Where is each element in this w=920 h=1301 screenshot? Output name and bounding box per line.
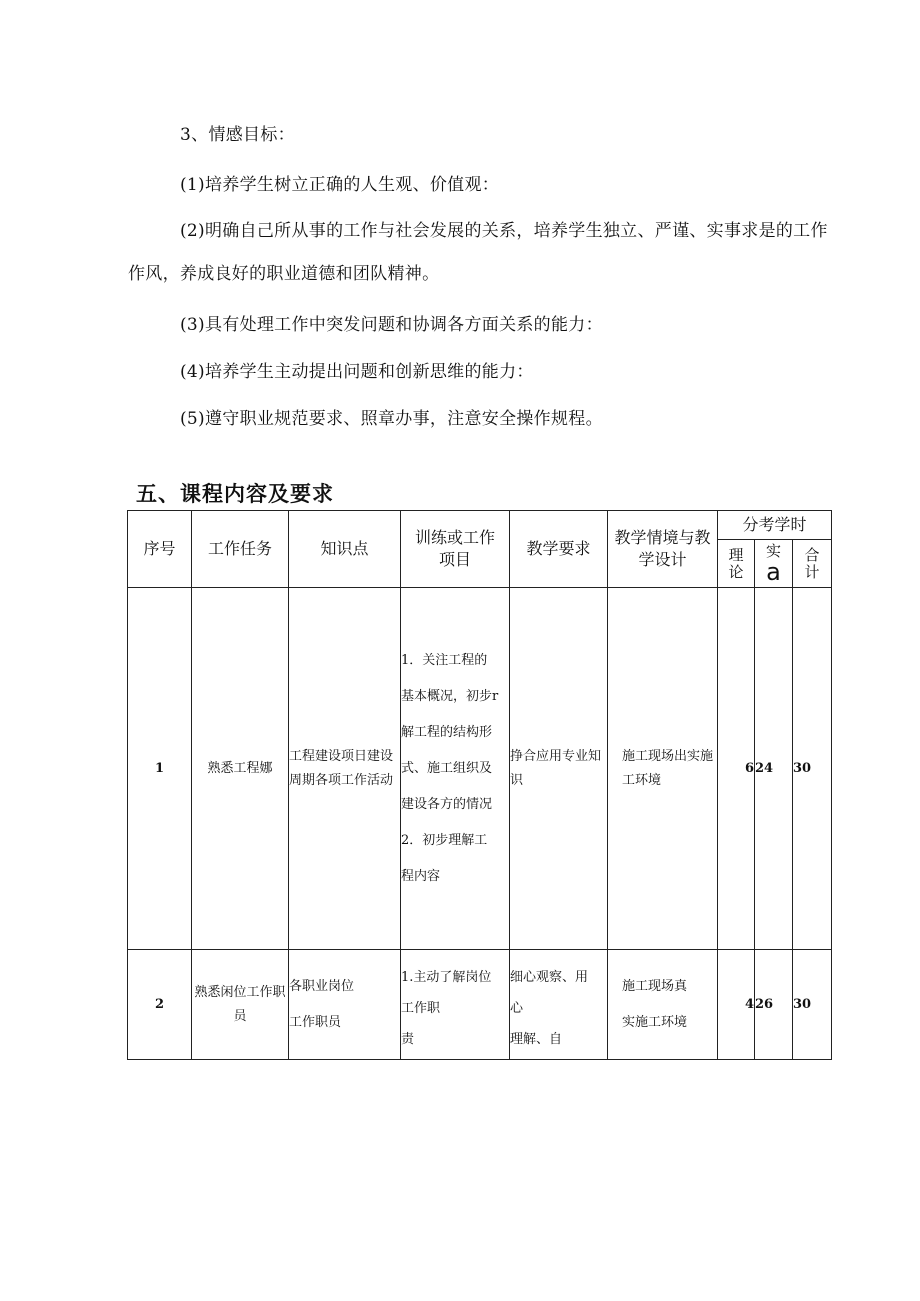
row-2-requirement (510, 950, 608, 1060)
row-1-theory: 6 (718, 588, 755, 950)
row-1-design: 施工现场出实施工环境 (608, 588, 718, 950)
course-content-table (127, 510, 832, 1060)
row-1-training (401, 588, 510, 950)
objective-item-1: (1)培养学生树立正确的人生观、价值观： (180, 175, 500, 195)
section-title: 五、课程内容及要求 (136, 482, 334, 506)
row-2-training (401, 950, 510, 1060)
row-2-training-line: 责 (401, 1032, 415, 1047)
header-practice (755, 540, 793, 588)
header-total: 合计 (793, 540, 832, 588)
header-practice-line1: 实 (765, 542, 781, 560)
row-1-knowledge: 工程建设项日建设周期各项工作活动 (289, 588, 401, 950)
row-2-task: 熟悉闲位工作职员 (192, 950, 289, 1060)
header-row (128, 511, 832, 540)
row-1-training-line: 程内容 (401, 868, 441, 884)
row-1-training-line: 式、施工组织及 (401, 760, 493, 776)
objective-item-3: (3)具有处理工作中突发问题和协调各方面关系的能力： (180, 315, 603, 335)
header-practice-line2: a (766, 558, 781, 586)
objective-item-5: (5)遵守职业规范要求、照章办事，注意安全操作规程。 (180, 409, 603, 429)
row-1-training-line: 1．关注工程的 (401, 652, 488, 668)
header-training: 训练或工作项目 (401, 511, 510, 588)
table-row (128, 950, 832, 1060)
row-2-design (608, 950, 718, 1060)
row-2-total: 30 (793, 950, 832, 1060)
row-1-training-line: 基本概况，初步r (401, 688, 499, 704)
row-1-training-line: 建设各方的情况 (401, 796, 493, 812)
header-theory: 理论 (718, 540, 755, 588)
objective-item-4: (4)培养学生主动提出问题和创新思维的能力： (180, 362, 534, 382)
row-2-training-line: 工作职 (401, 1001, 441, 1016)
header-task: 工作任务 (192, 511, 289, 588)
row-2-practice: 26 (755, 950, 793, 1060)
row-2-knowledge-line: 各职业岗位 (289, 978, 355, 994)
row-2-design-line: 施工现场真 (622, 978, 688, 994)
row-1-requirement: 挣合应用专业知识 (510, 588, 608, 950)
row-2-design-line: 实施工环境 (622, 1014, 688, 1030)
row-1-total: 30 (793, 588, 832, 950)
row-2-training-line: 1.主动了解岗位 (401, 970, 492, 985)
row-1-training-line: 解工程的结构形 (401, 724, 493, 740)
header-hours: 分考学时 (718, 511, 832, 540)
row-2-theory: 4 (718, 950, 755, 1060)
row-1-index: 1 (128, 588, 192, 950)
row-2-knowledge (289, 950, 401, 1060)
table-row (128, 588, 832, 950)
objectives-heading: 3、情感目标： (180, 125, 295, 145)
row-2-requirement-line: 细心观察、用 (510, 970, 589, 985)
row-1-practice: 24 (755, 588, 793, 950)
header-design: 教学情境与教学设计 (608, 511, 718, 588)
row-2-requirement-line: 理解、自 (510, 1032, 563, 1047)
row-1-task: 熟悉工程娜 (192, 588, 289, 950)
row-2-knowledge-line: 工作职员 (289, 1014, 342, 1030)
row-2-index: 2 (128, 950, 192, 1060)
row-1-training-line: 2．初步理解工 (401, 832, 488, 848)
header-requirement: 教学要求 (510, 511, 608, 588)
row-2-requirement-line: 心 (510, 1001, 524, 1016)
objective-item-2: (2)明确自己所从事的工作与社会发展的关系，培养学生独立、严谨、实事求是的工作作风，养成良好的职业道德和团队精神。 (128, 221, 828, 284)
header-index: 序号 (128, 511, 192, 588)
header-knowledge: 知识点 (289, 511, 401, 588)
